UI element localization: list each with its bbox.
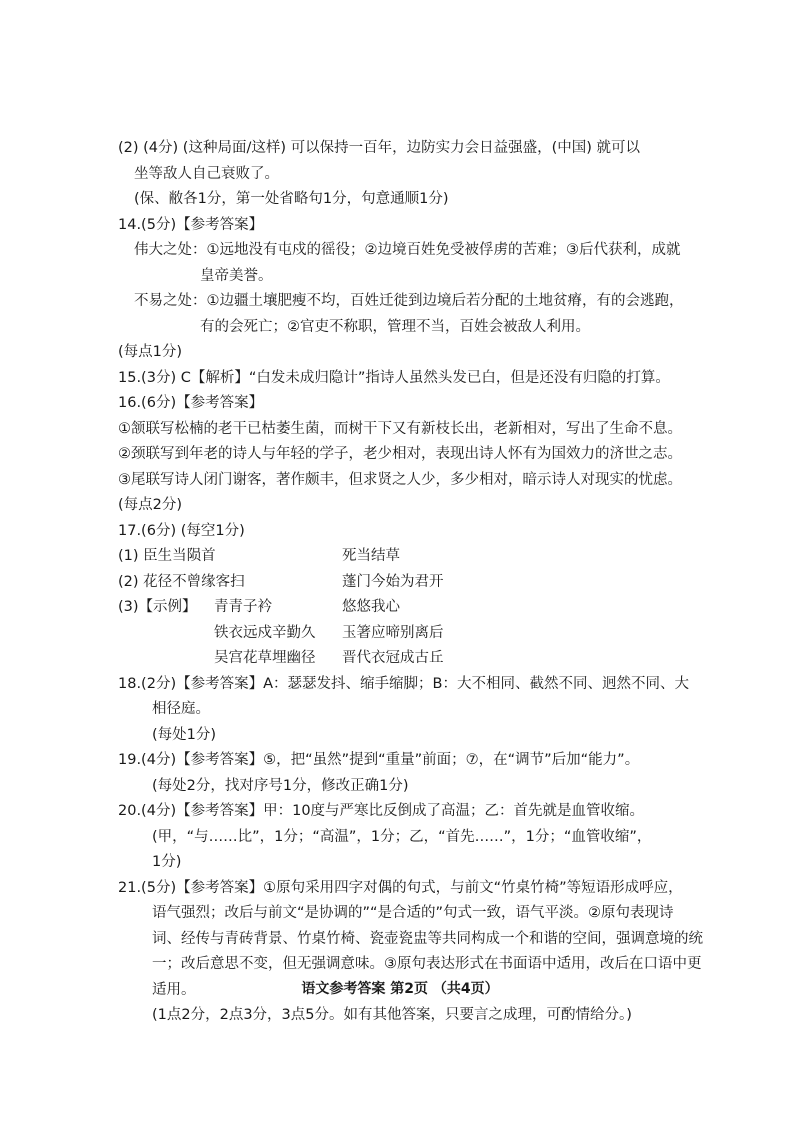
q15-line: 15.(3分) C【解析】“白发未成归隐计”指诗人虽然头发已白，但是还没有归隐的打算。 (118, 369, 670, 386)
q13-2-line2: 坐等敌人自己衰败了。 (134, 165, 279, 182)
q16-point2: ②颈联写到年老的诗人与年轻的学子，老少相对，表现出诗人怀有为国效力的济世之志。 (118, 446, 682, 462)
q20-line: 20.(4分)【参考答案】甲：10度与严寒比反倒成了高温；乙：首先就是血管收缩。 (118, 803, 645, 819)
q17-r3-a2: 铁衣远戍辛勤久 (214, 624, 316, 641)
q18-score: (每处1分) (152, 726, 217, 743)
q17-head: 17.(6分) (每空1分) (118, 522, 245, 539)
q21-line2: 语气强烈；改后与前文“是协调的”“是合适的”句式一致，语气平淡。②原句表现诗 (152, 905, 674, 921)
q13-2-line1: (2) (4分) (这种局面/这样) 可以保持一百年，边防实力会日益强盛，(中国) 就可以 (118, 140, 641, 156)
q21-score: (1点2分，2点3分，3点5分。如有其他答案，只要言之成理，可酌情给分。) (152, 1007, 632, 1023)
q17-r3-b2: 玉箸应啼别离后 (342, 624, 444, 641)
q20-score1: (甲，“与……比”，1分；“高温”，1分；乙，“首先……”，1分；“血管收缩”， (152, 828, 652, 845)
q16-score: (每点2分) (118, 497, 183, 513)
q16-head: 16.(6分)【参考答案】 (118, 395, 264, 411)
q17-row1 (118, 544, 698, 570)
q20-score2: 1分) (152, 854, 182, 870)
q21-line4: 一；改后意思不变，但无强调意味。③原句表达形式在书面语中适用，改后在口语中更 (152, 956, 702, 972)
q17-r2-a: (2) 花径不曾缘客扫 (118, 573, 245, 590)
q17-r3-b1: 悠悠我心 (342, 599, 400, 615)
q17-row5 (118, 646, 698, 672)
q17-row3 (118, 595, 698, 621)
q17-row2 (118, 570, 698, 596)
q14-great-line1: 伟大之处：①远地没有屯戍的徭役；②边境百姓免受被俘虏的苦难；③后代获利，成就 (134, 242, 681, 258)
q17-r3-a3: 吴宫花草埋幽径 (214, 650, 316, 666)
q19-score: (每处2分，找对序号1分，修改正确1分) (152, 777, 409, 794)
q21-line5: 适用。 (152, 981, 196, 998)
q13-2-score: (保、敝各1分，第一处省略句1分，句意通顺1分) (134, 191, 449, 207)
q16-point1: ①颔联写松楠的老干已枯萎生菌，而树干下又有新枝长出，老新相对，写出了生命不息。 (118, 420, 682, 437)
q17-r3-a1: 青青子衿 (214, 599, 272, 615)
q17-r1-a: (1) 臣生当陨首 (118, 548, 216, 564)
q18-line1: 18.(2分)【参考答案】A：瑟瑟发抖、缩手缩脚；B：大不相同、截然不同、迥然不同、大 (118, 675, 689, 692)
q18-line2: 相径庭。 (152, 701, 210, 717)
q17-r3-label: (3)【示例】 (118, 599, 197, 615)
q14-score: (每点1分) (118, 344, 183, 360)
q14-hard-line2: 有的会死亡；②官吏不称职，管理不当，百姓会被敌人利用。 (200, 318, 590, 335)
q14-hard-line1: 不易之处：①边疆土壤肥瘦不均，百姓迁徙到边境后若分配的土地贫瘠，有的会逃跑， (134, 293, 684, 309)
answer-content (118, 136, 703, 1029)
q16-point3: ③尾联写诗人闭门谢客，著作颇丰，但求贤之人少，多少相对，暗示诗人对现实的忧虑。 (118, 471, 682, 488)
q17-r3-b3: 晋代衣冠成古丘 (342, 650, 444, 666)
q21-line1: 21.(5分)【参考答案】①原句采用四字对偶的句式，与前文“竹桌竹椅”等短语形成呼应， (118, 879, 683, 896)
q14-head: 14.(5分)【参考答案】 (118, 216, 264, 233)
q17-row4 (118, 621, 698, 647)
q17-r2-b: 蓬门今始为君开 (342, 573, 444, 590)
q19-line: 19.(4分)【参考答案】⑤，把“虽然”提到“重量”前面；⑦，在“调节”后加“能力”。 (118, 752, 640, 768)
q17-r1-b: 死当结草 (342, 548, 400, 564)
q21-line3: 词、经传与青砖背景、竹桌竹椅、瓷壶瓷盅等共同构成一个和谐的空间，强调意境的统 (152, 930, 703, 947)
q14-great-line2: 皇帝美誉。 (200, 267, 273, 284)
page-footer: 语文参考答案 第2页 （共4页） (301, 981, 499, 997)
